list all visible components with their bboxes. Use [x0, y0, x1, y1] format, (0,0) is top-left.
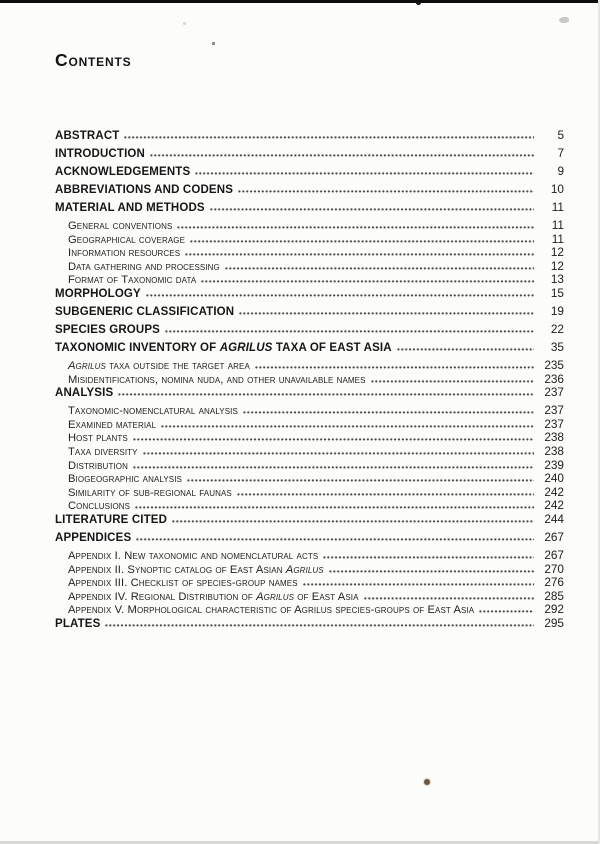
toc-entry-page-number: 10	[550, 182, 564, 196]
dotted-leader	[303, 576, 534, 586]
toc-entry-label: ABBREVIATIONS AND CODENS	[55, 184, 234, 196]
toc-entry-label: Appendix II. Synoptic catalog of East Asian Agrilus	[68, 563, 324, 576]
toc-entry	[55, 530, 564, 548]
dotted-leader	[133, 431, 534, 441]
toc-entry	[55, 259, 564, 273]
toc-entry-page-number: 9	[557, 164, 564, 178]
toc-entry-page-number: 276	[544, 575, 564, 590]
toc-entry-page-number: 292	[544, 602, 564, 617]
toc-entry-page-number: 11	[551, 231, 564, 246]
toc-entry-label: Appendix IV. Regional Distribution of Agrilus of East Asia	[68, 590, 359, 603]
dotted-leader	[105, 617, 534, 627]
toc-entry-page-number: 236	[544, 371, 564, 386]
toc-entry-page-number: 11	[551, 218, 564, 232]
toc-entry	[55, 146, 564, 164]
dotted-leader	[165, 323, 534, 333]
toc-entry-page-number: 237	[544, 385, 564, 400]
toc-entry-label: ACKNOWLEDGEMENTS	[55, 166, 191, 178]
toc-entry-label: General conventions	[68, 220, 173, 232]
toc-entry	[55, 322, 564, 340]
toc-entry-page-number: 238	[544, 430, 564, 445]
toc-entry-page-number: 238	[544, 443, 564, 458]
toc-entry-label: APPENDICES	[55, 531, 132, 544]
toc-entry	[55, 471, 564, 485]
toc-entry-page-number: 237	[544, 416, 564, 431]
toc-entry	[55, 548, 564, 562]
toc-entry-page-number: 295	[544, 615, 564, 630]
dotted-leader	[255, 359, 534, 369]
scan-edge-top	[0, 0, 600, 3]
dotted-leader	[201, 273, 534, 283]
toc-entry-page-number: 35	[550, 339, 564, 354]
dotted-leader	[329, 563, 534, 573]
dotted-leader	[237, 486, 534, 496]
toc-entry	[55, 304, 564, 322]
toc-entry-label: MATERIAL AND METHODS	[55, 202, 205, 214]
scan-artifact-plus	[212, 42, 215, 45]
toc-entry	[55, 562, 564, 576]
dotted-leader	[150, 147, 534, 157]
dotted-leader	[136, 531, 534, 541]
toc-entry	[55, 232, 564, 246]
toc-entry-label: SUBGENERIC CLASSIFICATION	[55, 305, 235, 318]
dotted-leader	[239, 305, 534, 315]
dotted-leader	[243, 404, 534, 414]
toc-entry-label: Information resources	[68, 247, 181, 260]
toc-entry	[55, 372, 564, 386]
toc-entry-label: PLATES	[55, 617, 101, 630]
toc-entry-label: MORPHOLOGY	[55, 287, 141, 300]
toc-entry	[55, 286, 564, 304]
toc-entry-label: Geographical coverage	[68, 233, 186, 246]
toc-entry	[55, 485, 564, 499]
toc-entry	[55, 616, 564, 634]
toc-entry-page-number: 270	[544, 561, 564, 576]
toc-entry-page-number: 12	[550, 245, 564, 260]
toc-entry	[55, 417, 564, 431]
dotted-leader	[479, 603, 534, 613]
toc-entry	[55, 575, 564, 589]
toc-entry-label: TAXONOMIC INVENTORY OF AGRILUS TAXA OF EAST ASIA	[55, 341, 392, 354]
dotted-leader	[364, 590, 534, 600]
toc-entry	[55, 458, 564, 472]
toc-entry-label: Examined material	[68, 418, 157, 431]
toc-entry	[55, 430, 564, 444]
toc-entry-page-number: 242	[544, 484, 564, 499]
toc-entry-page-number: 244	[544, 511, 564, 526]
scan-artifact-dot	[416, 1, 421, 5]
toc-entry-label: Conclusions	[68, 500, 131, 513]
toc-entry-page-number: 242	[544, 498, 564, 513]
toc-entry	[55, 200, 564, 218]
toc-entry	[55, 602, 564, 616]
toc-entry-page-number: 239	[544, 457, 564, 472]
toc-entry	[55, 164, 564, 182]
dotted-leader	[177, 219, 534, 229]
toc-entry-label: Similarity of sub-regional faunas	[68, 486, 232, 499]
toc-entry	[55, 444, 564, 458]
dotted-leader	[124, 129, 534, 139]
toc-entry-page-number: 19	[550, 303, 564, 318]
toc-entry-label: Appendix III. Checklist of species-group names	[68, 577, 298, 590]
dotted-leader	[371, 373, 534, 383]
toc-entry-label: SPECIES GROUPS	[55, 323, 160, 336]
toc-entry-label: INTRODUCTION	[55, 148, 145, 160]
toc-entry-label: ABSTRACT	[55, 130, 120, 142]
toc-entry-page-number: 267	[544, 529, 564, 544]
scan-artifact-speck	[183, 22, 186, 25]
toc-entry-label: Appendix V. Morphological characteristic of Agrilus species-groups of East Asia	[68, 604, 475, 617]
dotted-leader	[323, 549, 534, 559]
toc-entry	[55, 385, 564, 403]
dotted-leader	[238, 183, 534, 193]
toc-entry	[55, 512, 564, 530]
dotted-leader	[225, 260, 534, 270]
dotted-leader	[135, 499, 534, 509]
toc-entry-page-number: 235	[544, 357, 564, 372]
toc-entry-label: Format of Taxonomic data	[68, 274, 197, 287]
dotted-leader	[172, 513, 534, 523]
scan-artifact-smudge	[559, 17, 569, 23]
toc-entry-label: Biogeographic analysis	[68, 473, 182, 486]
toc-entry	[55, 403, 564, 417]
toc-entry	[55, 245, 564, 259]
toc-entry	[55, 128, 564, 146]
toc-list	[55, 128, 564, 634]
toc-entry-page-number: 237	[544, 403, 564, 418]
toc-entry-page-number: 12	[550, 258, 564, 273]
dotted-leader	[195, 165, 534, 175]
dotted-leader	[146, 287, 534, 297]
toc-entry-label: Misidentifications, nomina nuda, and other unavailable names	[68, 373, 366, 386]
toc-entry	[55, 272, 564, 286]
toc-entry-label: Taxonomic-nomenclatural analysis	[68, 405, 238, 418]
toc-entry	[55, 358, 564, 372]
toc-entry-label: LITERATURE CITED	[55, 513, 168, 526]
toc-entry	[55, 498, 564, 512]
toc-entry-page-number: 285	[544, 588, 564, 603]
toc-entry-page-number: 11	[551, 200, 564, 214]
toc-entry	[55, 182, 564, 200]
toc-entry-label: Taxa diversity	[68, 445, 138, 458]
toc-entry-page-number: 13	[550, 272, 564, 287]
toc-entry-label: Distribution	[68, 459, 128, 472]
dotted-leader	[133, 459, 534, 469]
dotted-leader	[185, 246, 534, 256]
toc-entry-label: ANALYSIS	[55, 387, 114, 400]
dotted-leader	[161, 418, 534, 428]
toc-entry-page-number: 240	[544, 471, 564, 486]
toc-entry-label: Appendix I. New taxonomic and nomenclatural acts	[68, 549, 319, 562]
toc-entry	[55, 589, 564, 603]
toc-entry-label: Data gathering and processing	[68, 260, 220, 273]
toc-entry-page-number: 5	[557, 128, 564, 142]
dotted-leader	[118, 386, 534, 396]
dotted-leader	[210, 201, 534, 211]
toc-entry-label: Agrilus taxa outside the target area	[68, 359, 250, 372]
dotted-leader	[190, 233, 534, 243]
dotted-leader	[143, 445, 534, 455]
toc-entry-page-number: 22	[550, 321, 564, 336]
toc-entry	[55, 340, 564, 358]
toc-entry-label: Host plants	[68, 432, 128, 445]
dotted-leader	[187, 472, 534, 482]
toc-entry	[55, 218, 564, 232]
scan-artifact-brown-dot	[424, 779, 430, 785]
toc-entry-page-number: 15	[550, 285, 564, 300]
toc-entry-page-number: 267	[544, 547, 564, 562]
dotted-leader	[397, 341, 534, 351]
page-title: Contents	[55, 50, 132, 70]
toc-entry-page-number: 7	[557, 146, 564, 160]
